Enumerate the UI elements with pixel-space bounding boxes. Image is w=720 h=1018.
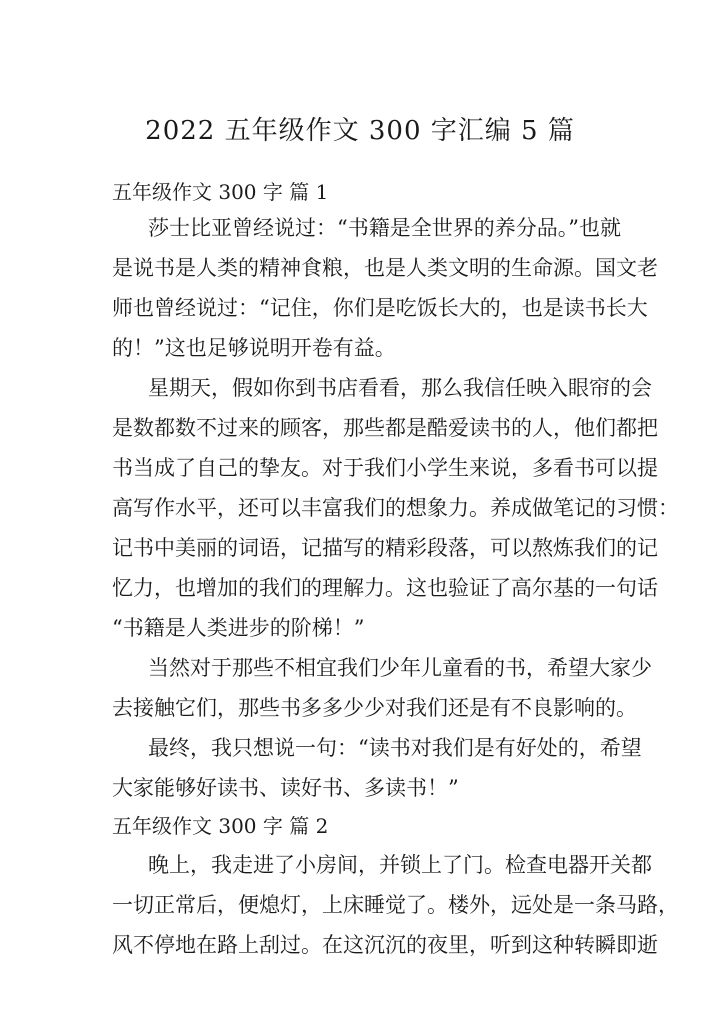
paragraph-line: 忆力，也增加的我们的理解力。这也验证了高尔基的一句话 — [112, 576, 658, 600]
paragraph-line: 当然对于那些不相宜我们少年儿童看的书，希望大家少 — [148, 656, 652, 680]
paragraph-line: “书籍是人类进步的阶梯！” — [112, 616, 365, 640]
paragraph-line: 师也曾经说过：“记住，你们是吃饭长大的，也是读书长大 — [112, 296, 648, 320]
paragraph-line: 一切正常后，便熄灯，上床睡觉了。楼外，远处是一条马路， — [112, 893, 679, 917]
paragraph-line: 星期天，假如你到书店看看，那么我信任映入眼帘的会 — [148, 376, 652, 400]
paragraph-line: 的！”这也足够说明开卷有益。 — [112, 336, 396, 360]
section-heading-2: 五年级作文 300 字 篇 2 — [112, 814, 329, 838]
paragraph-line: 书当成了自己的挚友。对于我们小学生来说，多看书可以提 — [112, 456, 658, 480]
paragraph-line: 风不停地在路上刮过。在这沉沉的夜里，听到这种转瞬即逝 — [112, 933, 658, 957]
paragraph-line: 莎士比亚曾经说过：“书籍是全世界的养分品。”也就 — [148, 216, 621, 240]
paragraph-line: 是数都数不过来的顾客，那些都是酷爱读书的人，他们都把 — [112, 416, 658, 440]
paragraph-line: 晚上，我走进了小房间，并锁上了门。检查电器开关都 — [148, 853, 652, 877]
paragraph-line: 是说书是人类的精神食粮，也是人类文明的生命源。国文老 — [112, 256, 658, 280]
section-heading-1: 五年级作文 300 字 篇 1 — [112, 180, 329, 204]
paragraph-line: 记书中美丽的词语，记描写的精彩段落，可以熬炼我们的记 — [112, 536, 658, 560]
document-title: 2022 五年级作文 300 字汇编 5 篇 — [145, 116, 575, 146]
paragraph-line: 大家能够好读书、读好书、多读书！” — [112, 776, 459, 800]
paragraph-line: 高写作水平，还可以丰富我们的想象力。养成做笔记的习惯： — [112, 496, 679, 520]
paragraph-line: 去接触它们，那些书多多少少对我们还是有不良影响的。 — [112, 696, 637, 720]
paragraph-line: 最终，我只想说一句：“读书对我们是有好处的，希望 — [148, 736, 642, 760]
